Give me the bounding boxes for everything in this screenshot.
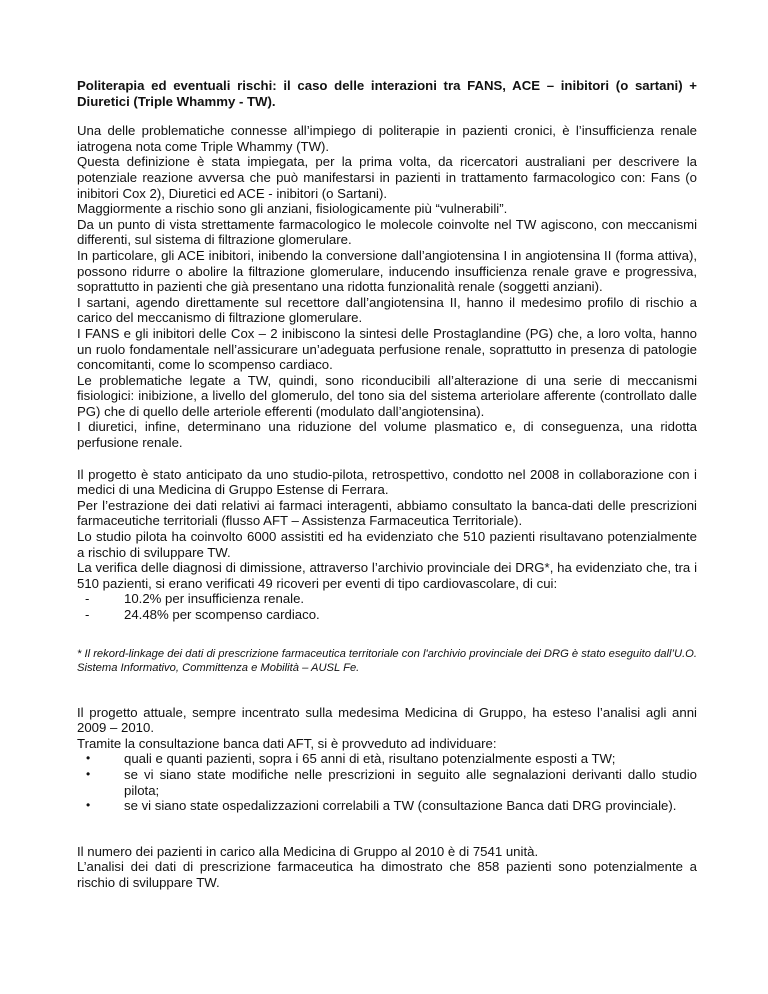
paragraph: I sartani, agendo direttamente sul recettore dall’angiotensina II, hanno il medesimo profilo di rischio a carico del meccanismo di filtrazione glomerulare. (77, 294, 697, 326)
paragraph: Il progetto è stato anticipato da uno studio-pilota, retrospettivo, condotto nel 2008 in collaborazione con i medici di una Medicina di Gruppo Estense di Ferrara. (77, 466, 697, 498)
bullet-marker: • (86, 766, 91, 781)
footnote: * Il rekord-linkage dei dati di prescrizione farmaceutica territoriale con l'archivio provinciale dei DRG è stato eseguito dall’U.O. Sistema Informativo, Committenza e Mobilità – AUSL Fe. (77, 647, 697, 674)
document-title: Politerapia ed eventuali rischi: il caso delle interazioni tra FANS, ACE – inibitori (o sartani) + Diuretici (Triple Whammy - TW). (77, 78, 697, 109)
list-item: • se vi siano state ospedalizzazioni correlabili a TW (consultazione Banca dati DRG provinciale). (86, 798, 677, 814)
pilot-study-section (77, 467, 697, 623)
dash-marker: - (85, 607, 90, 622)
paragraph: Tramite la consultazione banca dati AFT, si è provveduto ad individuare: (77, 735, 497, 751)
dash-marker: - (85, 591, 90, 607)
paragraph: Il progetto attuale, sempre incentrato sulla medesima Medicina di Gruppo, ha esteso l’analisi agli anni 2009 – 2010. (77, 704, 697, 736)
bullet-marker: • (86, 751, 91, 766)
paragraph: Da un punto di vista strettamente farmacologico le molecole coinvolte nel TW agiscono, con meccanismi differenti, sul sistema di filtrazione glomerulare. (77, 216, 697, 248)
list-item: • quali e quanti pazienti, sopra i 65 anni di età, risultano potenzialmente esposti a TW; (86, 751, 616, 767)
paragraph: I diuretici, infine, determinano una riduzione del volume plasmatico e, di conseguenza, una ridotta perfusione renale. (77, 419, 697, 451)
bullet-marker: • (86, 798, 91, 813)
current-project-section (77, 705, 697, 814)
document-page (77, 78, 697, 891)
paragraph: Lo studio pilota ha coinvolto 6000 assistiti ed ha evidenziato che 510 pazienti risultavano potenzialmente a rischio di sviluppare TW. (77, 529, 697, 560)
paragraph: Maggiormente a rischio sono gli anziani, fisiologicamente più “vulnerabili”. (77, 201, 508, 217)
paragraph: Una delle problematiche connesse all’impiego di politerapie in pazienti cronici, è l’insufficienza renale iatrogena nota come Triple Whammy (TW). (77, 123, 697, 154)
intro-section (77, 123, 697, 450)
bullet-list (77, 751, 697, 813)
paragraph: Le problematiche legate a TW, quindi, sono riconducibili all’alterazione di una serie di meccanismi fisiologici: inibizione, a livello del glomerulo, del tono sia del sistema arteriolare afferente (controllato dalle PG) che di quello delle arteriole efferenti (modulato dall’angiotensina). (77, 372, 697, 419)
paragraph: Per l’estrazione dei dati relativi ai farmaci interagenti, abbiamo consultato la banca-dati delle prescrizioni farmaceutiche territoriali (flusso AFT – Assistenza Farmaceutica Territoriale). (77, 497, 697, 529)
list-item: • se vi siano state modifiche nelle prescrizioni in seguito alle segnalazioni derivanti dallo studio pilota; (86, 766, 697, 798)
list-item: - 10.2% per insufficienza renale. (85, 591, 305, 607)
paragraph: Questa definizione è stata impiegata, per la prima volta, da ricercatori australiani per descrivere la potenziale reazione avversa che può manifestarsi in pazienti in trattamento farmacologico con: Fans (o inibitori Cox 2), Diuretici ed ACE - inibitori (o Sartani). (77, 154, 697, 201)
dash-list (77, 591, 697, 622)
paragraph: L’analisi dei dati di prescrizione farmaceutica ha dimostrato che 858 pazienti sono potenzialmente a rischio di sviluppare TW. (77, 859, 697, 890)
paragraph: Il numero dei pazienti in carico alla Medicina di Gruppo al 2010 è di 7541 unità. (77, 843, 539, 859)
paragraph: La verifica delle diagnosi di dimissione, attraverso l’archivio provinciale dei DRG*, ha evidenziato che, tra i 510 pazienti, si erano verificati 49 ricoveri per eventi di tipo cardiovascolare, di cui: (77, 560, 697, 591)
results-section (77, 844, 697, 891)
paragraph: I FANS e gli inibitori delle Cox – 2 inibiscono la sintesi delle Prostaglandine (PG) che, a loro volta, hanno un ruolo fondamentale nell’assicurare un’adeguata perfusione renale, soprattutto in presenza di patologie concomitanti, come lo scompenso cardiaco. (77, 325, 697, 373)
paragraph: In particolare, gli ACE inibitori, inibendo la conversione dall’angiotensina I in angiotensina II (forma attiva), possono ridurre o abolire la filtrazione glomerulare, inducendo insufficienza renale grave e progressiva, soprattutto in pazienti che già presentano una ridotta funzionalità renale (soggetti anziani). (77, 247, 697, 295)
list-item: - 24.48% per scompenso cardiaco. (85, 607, 320, 622)
